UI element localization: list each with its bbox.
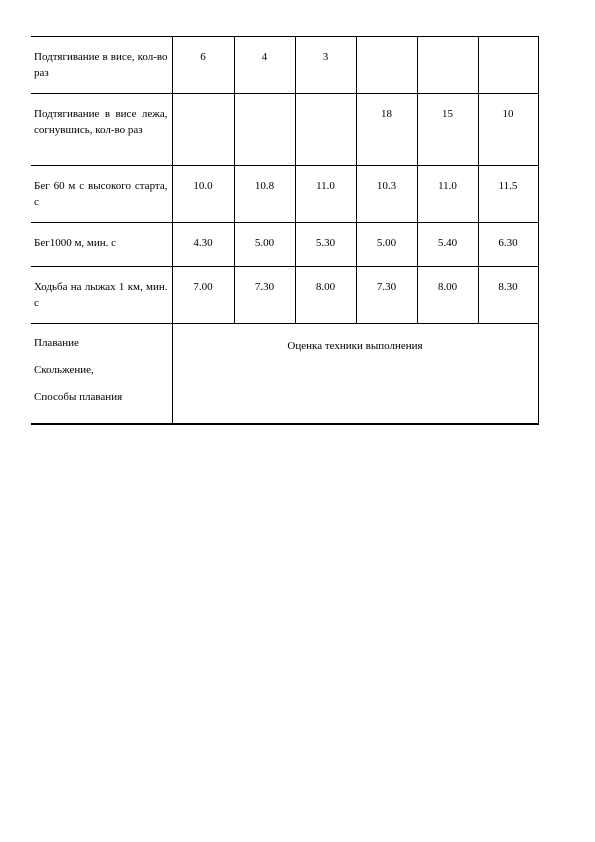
cell-value: 11.0 [295,166,356,223]
table-row-swimming [31,324,538,424]
technique-assessment: Оценка техники выполнения [172,324,538,424]
row-label: Подтягивание в висе, кол-во раз [31,37,172,94]
table-row [31,94,538,166]
row-label: Ходьба на лыжах 1 км, мин. с [31,267,172,324]
row-label: Подтягивание в висе лежа, согнувшись, кол-во раз [31,94,172,166]
cell-value [234,94,295,166]
row-label: Бег1000 м, мин. с [31,223,172,267]
cell-value: 7.30 [356,267,417,324]
swimming-label-cell [31,324,172,424]
row-label: Бег 60 м с высокого старта, с [31,166,172,223]
cell-value: 11.5 [478,166,538,223]
cell-value: 4.30 [172,223,234,267]
swimming-item-gliding: Скольжение, [34,364,94,376]
cell-value: 7.00 [172,267,234,324]
cell-value [417,37,478,94]
cell-value: 4 [234,37,295,94]
table-row [31,166,538,223]
cell-value: 10.0 [172,166,234,223]
swimming-title: Плавание [34,337,79,349]
cell-value: 3 [295,37,356,94]
cell-value: 6.30 [478,223,538,267]
cell-value [295,94,356,166]
table-row [31,223,538,267]
cell-value: 5.00 [356,223,417,267]
cell-value: 5.40 [417,223,478,267]
cell-value: 7.30 [234,267,295,324]
cell-value [172,94,234,166]
standards-table [31,36,539,425]
cell-value: 10.8 [234,166,295,223]
cell-value: 6 [172,37,234,94]
cell-value: 10.3 [356,166,417,223]
cell-value: 8.00 [417,267,478,324]
cell-value: 8.30 [478,267,538,324]
cell-value [356,37,417,94]
cell-value: 10 [478,94,538,166]
cell-value [478,37,538,94]
table-row [31,267,538,324]
cell-value: 11.0 [417,166,478,223]
cell-value: 5.30 [295,223,356,267]
cell-value: 15 [417,94,478,166]
cell-value: 18 [356,94,417,166]
cell-value: 8.00 [295,267,356,324]
table-row [31,37,538,94]
swimming-item-styles: Способы плавания [34,391,123,403]
cell-value: 5.00 [234,223,295,267]
